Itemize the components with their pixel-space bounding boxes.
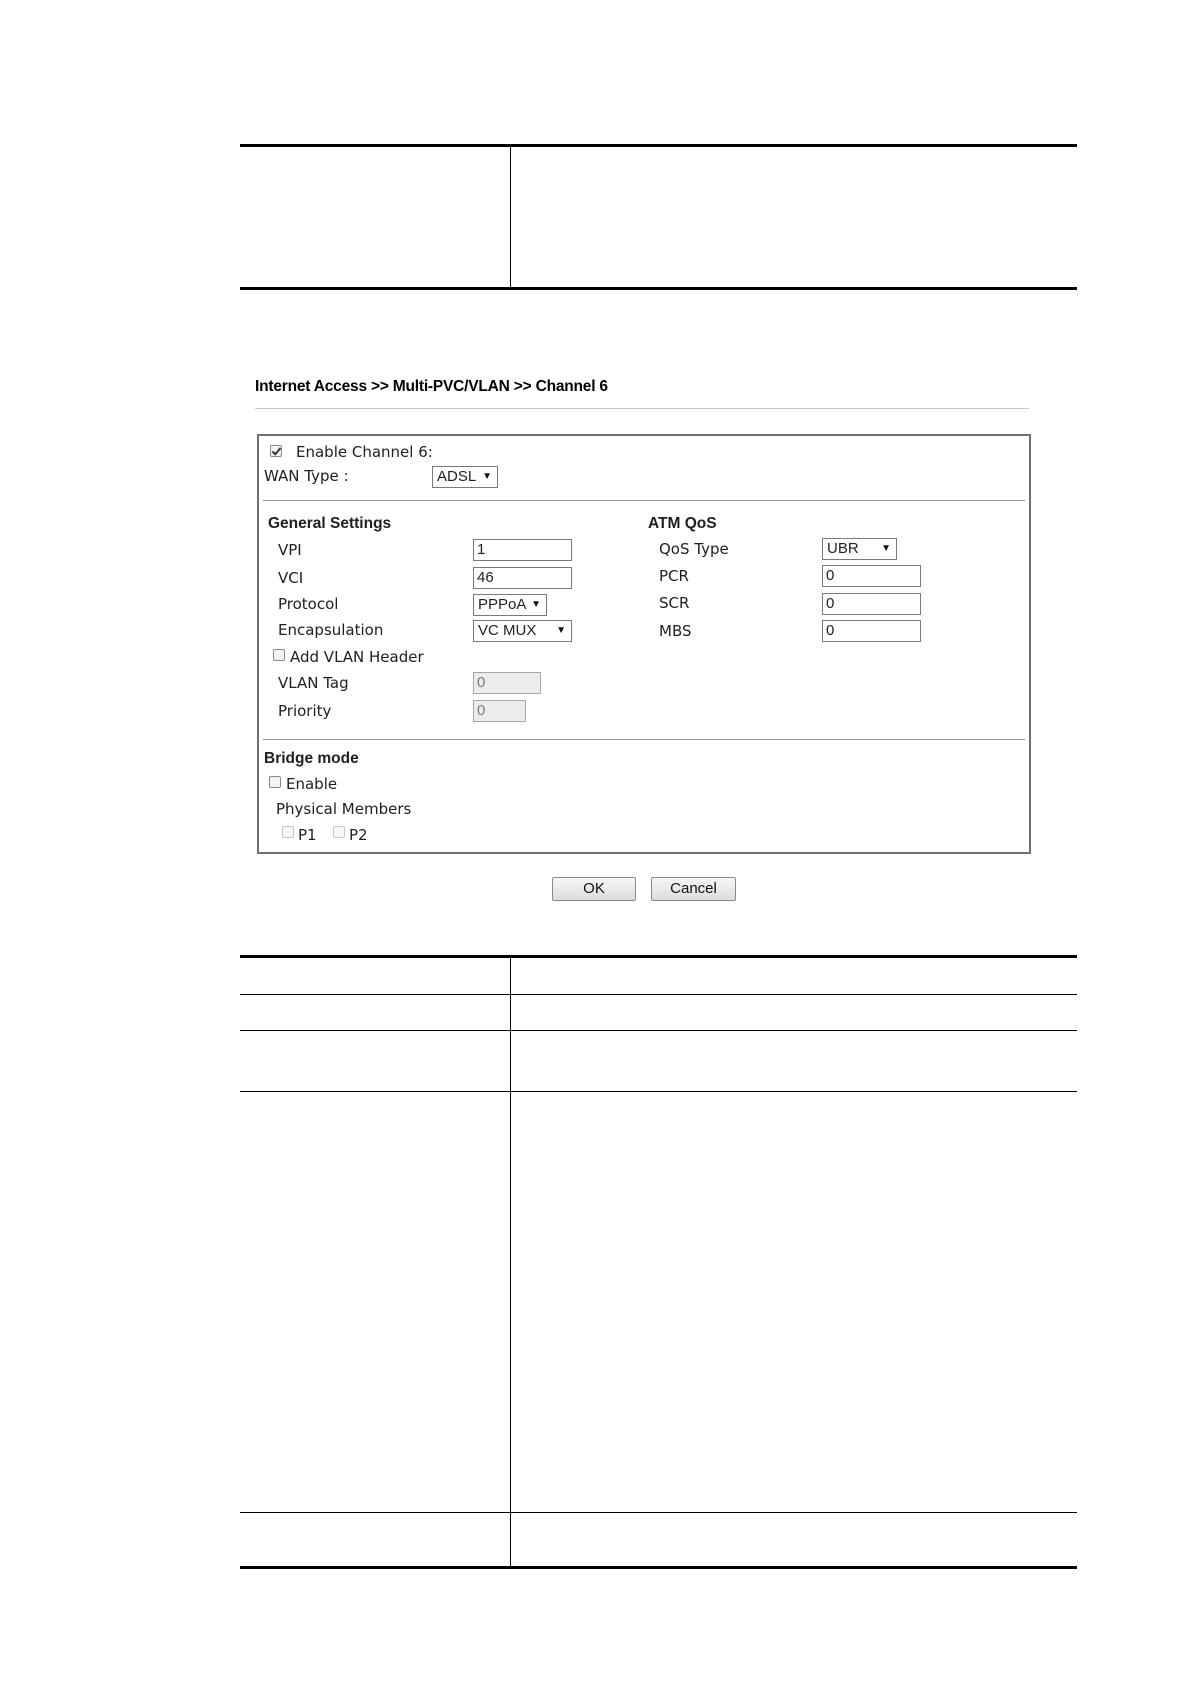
scr-input[interactable]: 0 [822,593,921,615]
bottom-table-column-divider [510,958,511,1567]
qos-type-select[interactable] [822,538,897,560]
section-divider-1 [263,500,1025,501]
qos-type-value: UBR [827,540,859,557]
priority-label: Priority [278,702,332,720]
encapsulation-label: Encapsulation [278,621,384,639]
vci-label: VCI [278,569,304,587]
wan-type-value: ADSL [437,468,477,485]
bottom-table-row-line-4 [240,1512,1077,1513]
chevron-down-icon: ▼ [482,471,492,482]
scr-label: SCR [659,594,690,612]
bottom-table-row-line-3 [240,1091,1077,1092]
bottom-table-bottom-border [240,1566,1077,1569]
pcr-label: PCR [659,567,689,585]
breadcrumb: Internet Access >> Multi-PVC/VLAN >> Channel 6 [255,378,608,395]
physical-members-label: Physical Members [276,800,412,818]
chevron-down-icon: ▼ [556,625,566,636]
top-table-column-divider [510,147,511,287]
protocol-label: Protocol [278,595,339,613]
section-divider-2 [263,739,1025,740]
encapsulation-value: VC MUX [478,622,537,639]
p2-checkbox[interactable] [333,826,345,838]
bridge-enable-checkbox[interactable] [269,776,281,788]
vlan-tag-label: VLAN Tag [278,674,349,692]
bridge-mode-title: Bridge mode [264,750,359,767]
chevron-down-icon: ▼ [881,543,891,554]
vci-input[interactable]: 46 [473,567,572,589]
chevron-down-icon: ▼ [531,599,541,610]
add-vlan-header-checkbox[interactable] [273,649,285,661]
top-table-top-border [240,144,1077,147]
bridge-enable-label: Enable [286,775,338,793]
add-vlan-header-label: Add VLAN Header [290,648,424,666]
p1-label: P1 [298,826,317,844]
enable-channel-checkbox[interactable] [270,445,282,457]
cancel-button[interactable]: Cancel [651,877,736,901]
top-table-bottom-border [240,287,1077,290]
vlan-tag-input[interactable]: 0 [473,672,541,694]
encapsulation-select[interactable] [473,620,572,642]
wan-type-label: WAN Type : [264,467,349,485]
breadcrumb-divider [255,408,1029,409]
p2-label: P2 [349,826,368,844]
priority-input[interactable]: 0 [473,700,526,722]
protocol-select[interactable] [473,594,547,616]
atm-qos-title: ATM QoS [648,515,717,532]
general-settings-title: General Settings [268,515,392,532]
bottom-table-row-line-2 [240,1030,1077,1031]
vpi-input[interactable]: 1 [473,539,572,561]
protocol-value: PPPoA [478,596,527,613]
mbs-label: MBS [659,622,692,640]
pcr-input[interactable]: 0 [822,565,921,587]
bottom-table-row-line-1 [240,994,1077,995]
p1-checkbox[interactable] [282,826,294,838]
bottom-table-top-border [240,955,1077,958]
ok-button[interactable]: OK [552,877,636,901]
enable-channel-label: Enable Channel 6: [296,443,433,461]
vpi-label: VPI [278,541,302,559]
mbs-input[interactable]: 0 [822,620,921,642]
qos-type-label: QoS Type [659,540,729,558]
wan-type-select[interactable] [432,466,498,488]
channel-settings-panel [257,434,1031,854]
